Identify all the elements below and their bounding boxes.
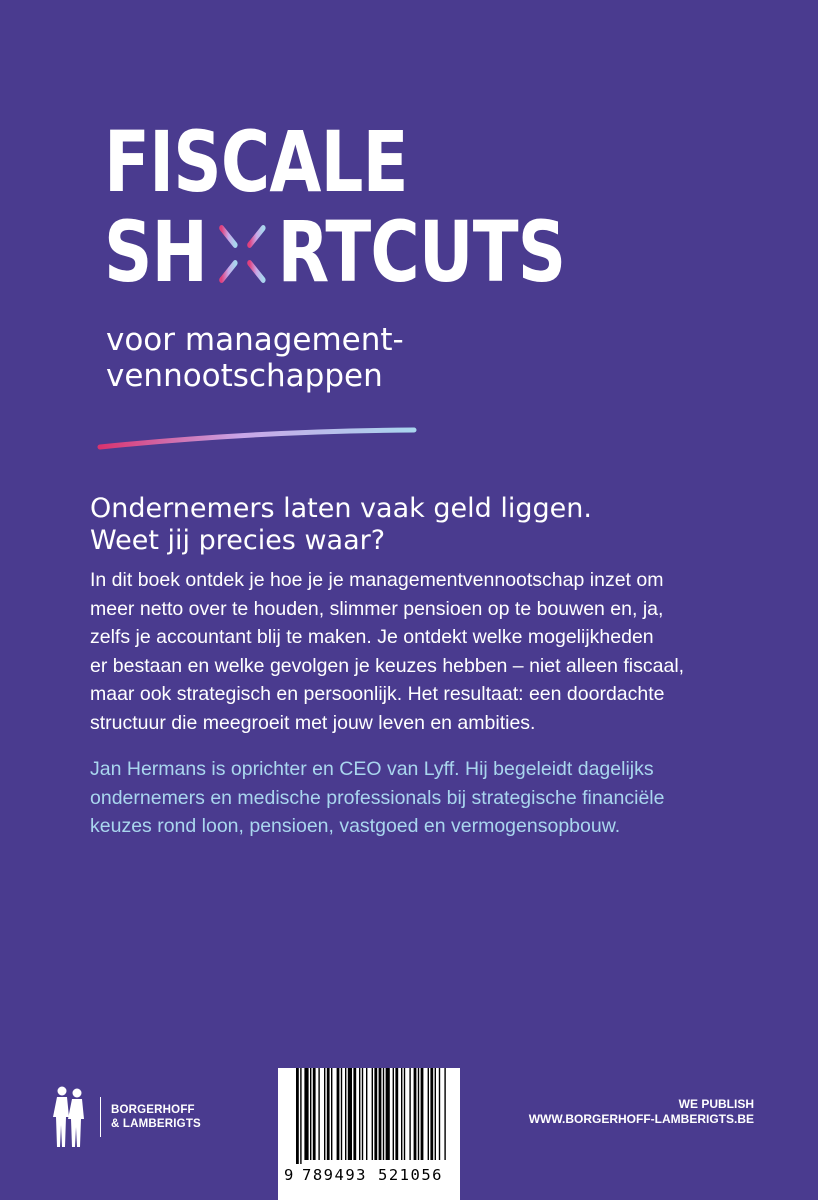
barcode-bars <box>288 1068 454 1166</box>
barcode-bar <box>379 1068 382 1160</box>
two-figures-logo-icon <box>48 1083 92 1151</box>
bio-line: Jan Hermans is oprichter en CEO van Lyff. Hij begeleidt dagelijks <box>90 758 654 780</box>
barcode-bar <box>428 1068 429 1160</box>
barcode-bar <box>439 1068 440 1160</box>
barcode-bar <box>409 1068 410 1160</box>
barcode-bar <box>300 1068 301 1164</box>
barcode-bar <box>374 1068 377 1160</box>
publisher-name-line-1: BORGERHOFF <box>111 1104 195 1116</box>
subtitle-line-2: vennootschappen <box>106 358 383 394</box>
title-line-2-suffix: RTCUTS <box>277 203 566 301</box>
barcode-bar <box>313 1068 316 1160</box>
blurb-line: er bestaan en welke gevolgen je keuzes hebben – niet alleen fiscaal, <box>90 654 685 677</box>
publisher-name <box>111 1103 201 1131</box>
web-tagline: WE PUBLISH <box>678 1097 754 1111</box>
subtitle-line-1: voor management- <box>106 322 404 358</box>
barcode-bar <box>296 1068 299 1164</box>
headline-line-1: Ondernemers laten vaak geld liggen. <box>90 493 592 524</box>
blurb-line: zelfs je accountant blij te maken. Je ontdekt welke mogelijkheden <box>90 626 654 648</box>
blurb-line: structuur die meegroeit met jouw leven en ambities. <box>90 711 536 734</box>
barcode-bar <box>444 1068 445 1160</box>
barcode-bar <box>310 1068 311 1160</box>
isbn-group-2: 521056 <box>378 1166 443 1184</box>
bio-line: keuzes rond loon, pensioen, vastgoed en vermogensopbouw. <box>90 815 621 837</box>
blurb-paragraph <box>90 566 750 737</box>
barcode-bar <box>401 1068 402 1160</box>
barcode-bar <box>421 1068 424 1160</box>
barcode-bar <box>348 1068 352 1160</box>
barcode-bar <box>414 1068 417 1160</box>
title-line-1: FISCALE <box>104 113 408 211</box>
logo-divider <box>100 1097 101 1137</box>
barcode-bar <box>395 1068 398 1160</box>
barcode-bar <box>327 1068 330 1160</box>
author-bio <box>90 755 770 841</box>
headline-line-2: Weet jij precies waar? <box>90 525 386 556</box>
barcode-bar <box>324 1068 325 1160</box>
barcode-bar <box>366 1068 367 1160</box>
blurb-line: meer netto over te houden, slimmer pensioen op te bouwen en, ja, <box>90 597 664 620</box>
headline <box>90 493 730 557</box>
bio-line: ondernemers en medische professionals bij strategische financiële <box>90 786 665 809</box>
barcode-bar <box>383 1068 384 1160</box>
publisher-website <box>529 1097 754 1127</box>
barcode-bar <box>404 1068 405 1160</box>
barcode-bar <box>372 1068 373 1160</box>
blurb-line: In dit boek ontdek je hoe je je managementvennootschap inzet om <box>90 569 664 591</box>
asterisk-star-icon <box>209 212 276 296</box>
blurb-line: maar ook strategisch en persoonlijk. Het resultaat: een doordachte <box>90 683 665 705</box>
publisher-name-line-2: & LAMBERIGTS <box>111 1118 201 1130</box>
barcode-bar <box>435 1068 436 1160</box>
title-line-2-prefix: SH <box>104 203 208 301</box>
barcode-bar <box>318 1068 319 1160</box>
barcode-bar <box>359 1068 360 1160</box>
isbn-group-1: 789493 <box>302 1166 367 1184</box>
barcode-bar <box>331 1068 332 1160</box>
isbn-first-digit: 9 <box>284 1166 294 1184</box>
barcode-bar <box>353 1068 356 1160</box>
book-title <box>104 113 664 301</box>
title-line-2 <box>104 203 566 301</box>
isbn-barcode <box>278 1068 460 1200</box>
barcode-bar <box>386 1068 390 1160</box>
barcode-bar <box>304 1068 308 1160</box>
barcode-bar <box>341 1068 342 1160</box>
publisher-logo <box>48 1082 278 1152</box>
book-subtitle <box>106 322 526 394</box>
barcode-bar <box>362 1068 363 1160</box>
barcode-bar <box>337 1068 340 1160</box>
barcode-bar <box>430 1068 433 1160</box>
web-url: WWW.BORGERHOFF-LAMBERIGTS.BE <box>528 1112 754 1126</box>
isbn-digits <box>284 1166 456 1184</box>
barcode-bar <box>418 1068 419 1160</box>
barcode-bar <box>393 1068 394 1160</box>
gradient-stroke-decoration <box>96 425 418 455</box>
barcode-bar <box>345 1068 346 1160</box>
